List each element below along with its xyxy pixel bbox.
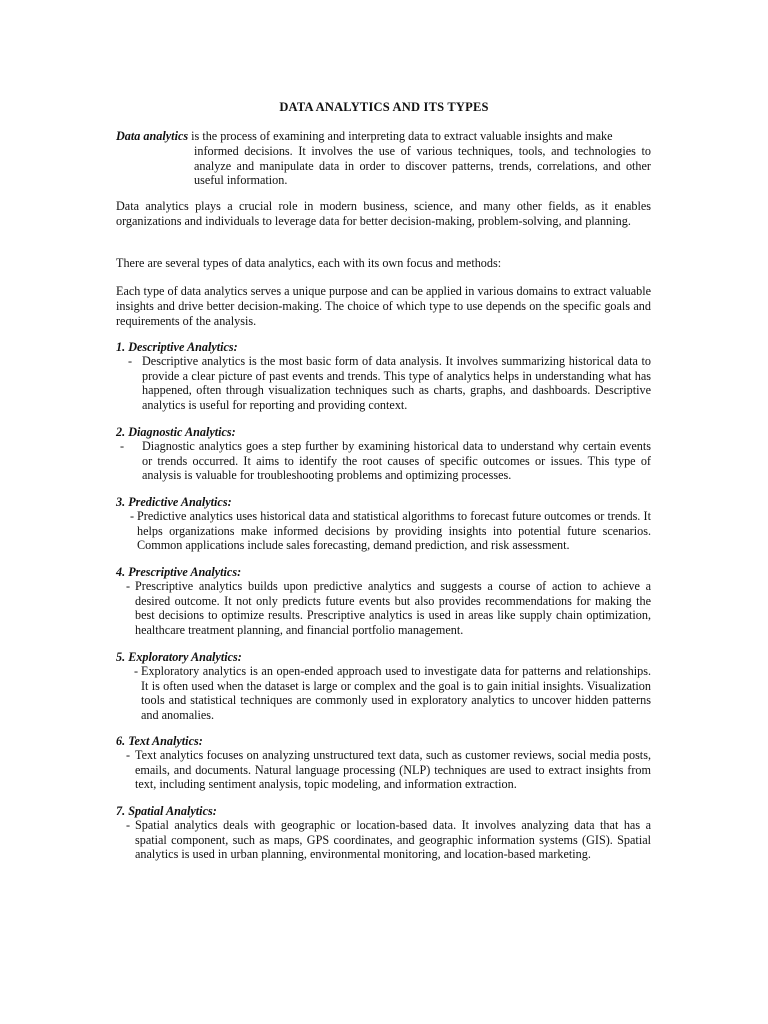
section-text-text: Text analytics focuses on analyzing unstructured text data, such as customer reviews, social media posts, emails, and documents. Natural language processing (NLP) techniques are used to extract insights from text, including sentiment analysis, topic modeling, and information extraction. xyxy=(135,748,651,792)
definition-first-line xyxy=(116,129,651,144)
section-heading-diagnostic: 2. Diagnostic Analytics: xyxy=(116,425,236,439)
bullet-dash: - xyxy=(126,818,131,832)
definition-term: Data analytics xyxy=(116,129,189,143)
section-item-predictive xyxy=(130,509,651,553)
intro-paragraph-1: Data analytics plays a crucial role in modern business, science, and many other fields, as it enables organizations and individuals to leverage data for better decision-making, problem-solving, and planning. xyxy=(116,199,651,228)
bullet-dash: - xyxy=(126,579,131,593)
bullet-dash: - xyxy=(128,354,133,368)
intro-paragraph-3: Each type of data analytics serves a unique purpose and can be applied in various domains to extract valuable insights and drive better decision-making. The choice of which type to use depends on the specific goals and requirements of the analysis. xyxy=(116,284,651,328)
intro-paragraph-2: There are several types of data analytics, each with its own focus and methods: xyxy=(116,256,502,270)
section-item-diagnostic xyxy=(120,439,651,483)
section-item-text xyxy=(126,748,651,792)
bullet-dash: - xyxy=(134,664,139,678)
section-text-prescriptive: Prescriptive analytics builds upon predictive analytics and suggests a course of action to achieve a desired outcome. It not only predicts future events but also provides recommendations for making the best decisions to optimize results. Prescriptive analytics is used in areas like supply chain optimization, healthcare treatment planning, and financial portfolio management. xyxy=(135,579,651,637)
section-item-spatial xyxy=(126,818,651,862)
bullet-dash: - xyxy=(120,439,125,453)
section-heading-prescriptive: 4. Prescriptive Analytics: xyxy=(116,565,242,579)
section-heading-spatial: 7. Spatial Analytics: xyxy=(116,804,217,818)
definition-rest: informed decisions. It involves the use of various techniques, tools, and technologies to analyze and manipulate data in order to discover patterns, trends, correlations, and other useful information. xyxy=(194,143,651,188)
bullet-dash: - xyxy=(130,509,135,523)
section-item-descriptive xyxy=(128,354,651,412)
definition-paragraph xyxy=(116,129,651,188)
section-item-prescriptive xyxy=(126,579,651,637)
definition-first-line-text: is the process of examining and interpreting data to extract valuable insights and make xyxy=(188,129,613,143)
section-heading-text: 6. Text Analytics: xyxy=(116,734,203,748)
section-text-diagnostic: Diagnostic analytics goes a step further by examining historical data to understand why certain events or trends occurred. It aims to identify the root causes of specific outcomes or issues. This type of analysis is valuable for troubleshooting problems and optimizing processes. xyxy=(142,439,651,483)
section-text-predictive: Predictive analytics uses historical data and statistical algorithms to forecast future outcomes or trends. It helps organizations make informed decisions by providing insights into potential future scenarios. Common applications include sales forecasting, demand prediction, and risk assessment. xyxy=(137,509,651,553)
section-heading-descriptive: 1. Descriptive Analytics: xyxy=(116,340,238,354)
section-text-exploratory: Exploratory analytics is an open-ended approach used to investigate data for patterns and relationships. It is often used when the dataset is large or complex and the goal is to gain initial insights. Visualization tools and statistical techniques are commonly used in exploratory analytics to uncover hidden patterns and anomalies. xyxy=(141,664,651,722)
section-heading-predictive: 3. Predictive Analytics: xyxy=(116,495,232,509)
section-item-exploratory xyxy=(134,664,651,722)
section-text-spatial: Spatial analytics deals with geographic or location-based data. It involves analyzing data that has a spatial component, such as maps, GPS coordinates, and geographic information systems (GIS). Spatial analytics is used in urban planning, environmental monitoring, and location-based marketing. xyxy=(135,818,651,862)
section-text-descriptive: Descriptive analytics is the most basic form of data analysis. It involves summarizing historical data to provide a clear picture of past events and trends. This type of analytics helps in understanding what has happened, often through visualization techniques such as charts, graphs, and dashboards. Descriptive analytics is useful for reporting and providing context. xyxy=(142,354,651,412)
bullet-dash: - xyxy=(126,748,131,762)
section-heading-exploratory: 5. Exploratory Analytics: xyxy=(116,650,242,664)
page-title: DATA ANALYTICS AND ITS TYPES xyxy=(279,100,489,114)
